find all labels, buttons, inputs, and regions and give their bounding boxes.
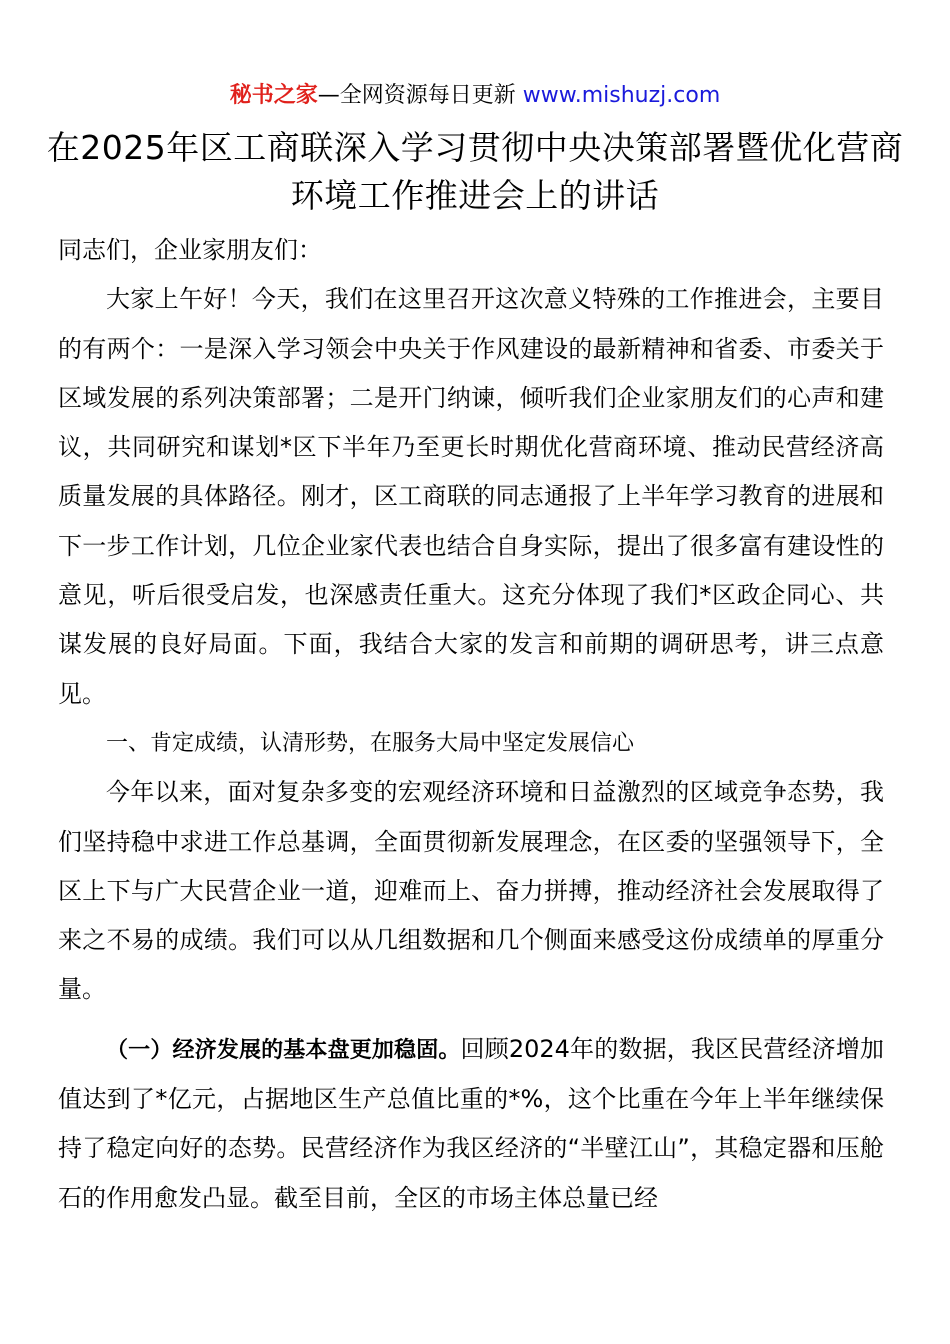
document-body [58,226,884,1223]
site-url-link[interactable]: www.mishuzj.com [522,83,721,108]
subsection-heading-1: （一）经济发展的基本盘更加稳固。 [106,1037,461,1063]
paragraph-economy [58,1025,884,1223]
document-title: 在2025年区工商联深入学习贯彻中央决策部署暨优化营商环境工作推进会上的讲话 [46,128,904,215]
paragraph-economy-text: 回顾2024年的数据，我区民营经济增加值达到了*亿元，占据地区生产总值比重的*%，这个比重在今年上半年继续保持了稳定向好的态势。民营经济作为我区经济的“半壁江山”，其稳定器和压舱石的作用愈发凸显。截至目前，全区的市场主体总量已经 [58,1034,884,1212]
paragraph-achievements: 今年以来，面对复杂多变的宏观经济环境和日益激烈的区域竞争态势，我们坚持稳中求进工作总基调，全面贯彻新发展理念，在区委的坚强领导下，全区上下与广大民营企业一道，迎难而上、奋力拼搏，推动经济社会发展取得了来之不易的成绩。我们可以从几组数据和几个侧面来感受这份成绩单的厚重分量。 [58,778,884,1004]
brand-name: 秘书之家 [229,83,318,108]
paragraph-intro: 大家上午好！今天，我们在这里召开这次意义特殊的工作推进会，主要目的有两个：一是深入学习领会中央关于作风建设的最新精神和省委、市委关于区域发展的系列决策部署；二是开门纳谏，倾听我们企业家朋友们的心声和建议，共同研究和谋划*区下半年乃至更长时期优化营商环境、推动民营经济高质量发展的具体路径。刚才，区工商联的同志通报了上半年学习教育的进展和下一步工作计划，几位企业家代表也结合自身实际，提出了很多富有建设性的意见，听后很受启发，也深感责任重大。这充分体现了我们*区政企同心、共谋发展的良好局面。下面，我结合大家的发言和前期的调研思考，讲三点意见。 [58,285,884,708]
site-header [0,80,950,112]
salutation: 同志们，企业家朋友们： [58,236,322,264]
section-heading-1: 一、肯定成绩，认清形势，在服务大局中坚定发展信心 [106,730,635,756]
header-tagline: —全网资源每日更新 [317,83,516,108]
